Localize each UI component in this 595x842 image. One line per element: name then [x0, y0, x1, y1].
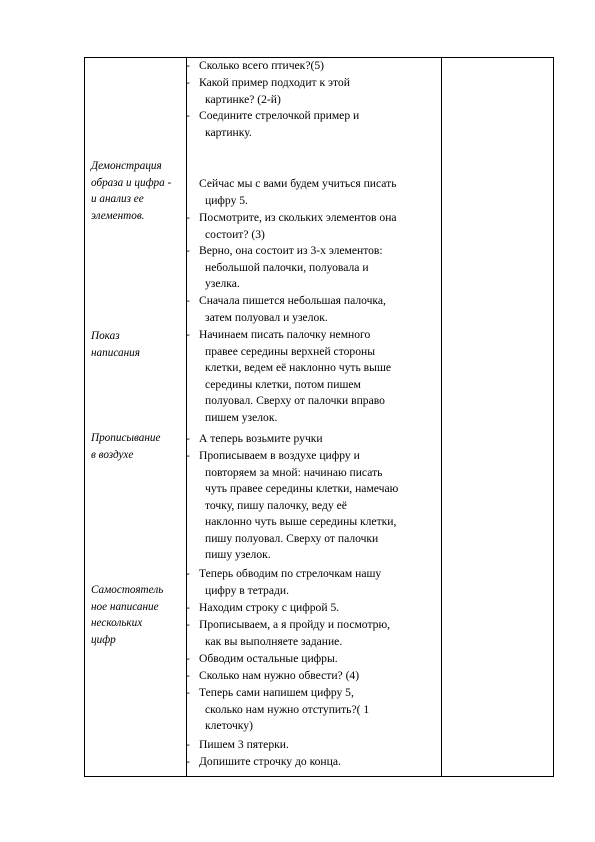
- list-bullet-dash: -: [186, 294, 190, 307]
- list-item-line: пишу узелок.: [205, 548, 271, 561]
- list-item-text: [199, 431, 439, 448]
- stage-label-independent-writing: [91, 582, 191, 648]
- list-item-line: небольшой палочки, полуовала и: [205, 260, 369, 274]
- list-item-text: [199, 617, 439, 650]
- list-item-line: середины клетки, потом пишем: [205, 377, 361, 391]
- list-bullet-dash: -: [186, 738, 190, 751]
- list-item-line: цифру 5.: [205, 193, 248, 207]
- list-item-line: Допишите строчку до конца.: [199, 755, 341, 768]
- list-bullet-dash: -: [186, 76, 190, 89]
- list-item-text: [199, 108, 439, 141]
- list-item-line: Какой пример подходит к этой: [199, 76, 350, 89]
- list-item-text: [199, 600, 439, 617]
- list-item-line: Прописываем, а я пройду и посмотрю,: [199, 618, 391, 631]
- list-item-line: Сколько всего птичек?(5): [199, 59, 324, 72]
- list-bullet-dash: -: [186, 211, 190, 224]
- list-item-line: Теперь обводим по стрелочкам нашу: [199, 567, 382, 580]
- list-item-line: затем полуовал и узелок.: [205, 310, 328, 324]
- list-item-text: [199, 75, 439, 108]
- list-item-line: картинке? (2-й): [205, 92, 281, 106]
- list-item-line: повторяем за мной: начинаю писать: [205, 465, 383, 479]
- stage-label-line: и анализ ее: [91, 193, 144, 205]
- stage-label-line: Самостоятель: [91, 584, 164, 596]
- list-bullet-dash: -: [186, 618, 190, 631]
- list-item-line: Обводим остальные цифры.: [199, 652, 338, 665]
- list-item-line: Сначала пишется небольшая палочка,: [199, 294, 386, 307]
- list-item-text: [199, 176, 439, 209]
- list-item-text: [199, 327, 439, 426]
- list-bullet-dash: -: [186, 686, 190, 699]
- list-item-line: как вы выполняете задание.: [205, 634, 343, 648]
- list-bullet-dash: -: [186, 669, 190, 682]
- list-item-line: сколько нам нужно отступить?( 1: [205, 702, 370, 716]
- list-item-text: [199, 58, 439, 75]
- list-bullet-dash: -: [186, 109, 190, 122]
- list-bullet-dash: -: [186, 755, 190, 768]
- list-item-line: картинку.: [205, 125, 252, 139]
- list-item-line: Посмотрите, из скольких элементов она: [199, 211, 397, 224]
- stage-label-line: Прописывание: [91, 432, 161, 444]
- list-bullet-dash: -: [186, 601, 190, 614]
- table-right-border: [553, 57, 554, 777]
- stage-label-line: цифр: [91, 633, 116, 646]
- stage-label-line: Показ: [91, 330, 120, 342]
- list-bullet-dash: -: [186, 432, 190, 445]
- list-item-line: цифру в тетради.: [205, 583, 289, 597]
- list-item-line: узелка.: [205, 277, 240, 290]
- stage-label-demonstration: [91, 158, 191, 224]
- list-item-line: чуть правее середины клетки, намечаю: [205, 482, 399, 495]
- list-item-text: [199, 448, 439, 564]
- list-bullet-dash: -: [186, 567, 190, 580]
- list-item-text: [199, 668, 439, 685]
- list-item-line: наклонно чуть выше середины клетки,: [205, 515, 397, 528]
- stage-label-line: ное написание: [91, 600, 159, 613]
- stage-label-line: элементов.: [91, 209, 145, 222]
- list-item-line: А теперь возьмите ручки: [199, 432, 323, 445]
- list-item-line: точку, пишу палочку, веду её: [205, 498, 347, 512]
- list-item-line: Верно, она состоит из 3-х элементов:: [199, 244, 383, 257]
- list-bullet-dash: -: [186, 652, 190, 665]
- list-item-line: пишу полуовал. Сверху от палочки: [205, 531, 379, 545]
- stage-label-show-writing: [91, 328, 191, 361]
- list-item-line: Находим строку с цифрой 5.: [199, 601, 340, 614]
- stage-label-line: написания: [91, 346, 140, 359]
- list-item-text: [199, 293, 439, 326]
- list-item-line: состоит? (3): [205, 227, 265, 241]
- table-bottom-border: [84, 776, 554, 777]
- list-item-line: Пишем 3 пятерки.: [199, 738, 289, 751]
- list-item-line: Сейчас мы с вами будем учиться писать: [199, 177, 397, 190]
- list-item-line: Начинаем писать палочку немного: [199, 328, 371, 341]
- list-item-line: Соедините стрелочкой пример и: [199, 109, 360, 122]
- list-item-text: [199, 737, 439, 754]
- stage-label-line: Демонстрация: [91, 160, 162, 172]
- stage-label-line: в воздухе: [91, 448, 134, 461]
- table-left-border: [84, 57, 85, 777]
- list-item-line: Прописываем в воздухе цифру и: [199, 449, 360, 462]
- list-item-text: [199, 566, 439, 599]
- list-item-text: [199, 651, 439, 668]
- list-item-line: Сколько нам нужно обвести? (4): [199, 669, 360, 682]
- list-bullet-dash: -: [186, 449, 190, 462]
- list-item-text: [199, 685, 439, 735]
- table-col-divider-2: [441, 57, 442, 777]
- list-item-text: [199, 210, 439, 243]
- stage-label-line: нескольких: [91, 617, 143, 629]
- list-bullet-dash: -: [186, 244, 190, 257]
- list-item-text: [199, 754, 439, 771]
- stage-label-air-writing: [91, 430, 191, 463]
- list-item-line: пишем узелок.: [205, 410, 278, 424]
- list-item-text: [199, 243, 439, 293]
- list-item-line: полуовал. Сверху от палочки вправо: [205, 394, 385, 407]
- list-item-line: правее середины верхней стороны: [205, 344, 376, 358]
- list-bullet-dash: -: [186, 59, 190, 72]
- stage-label-line: образа и цифра -: [91, 176, 172, 189]
- list-item-line: клетки, ведем её наклонно чуть выше: [205, 361, 392, 374]
- list-item-line: клеточку): [205, 719, 253, 732]
- list-item-line: Теперь сами напишем цифру 5,: [199, 686, 354, 699]
- list-bullet-dash: -: [186, 328, 190, 341]
